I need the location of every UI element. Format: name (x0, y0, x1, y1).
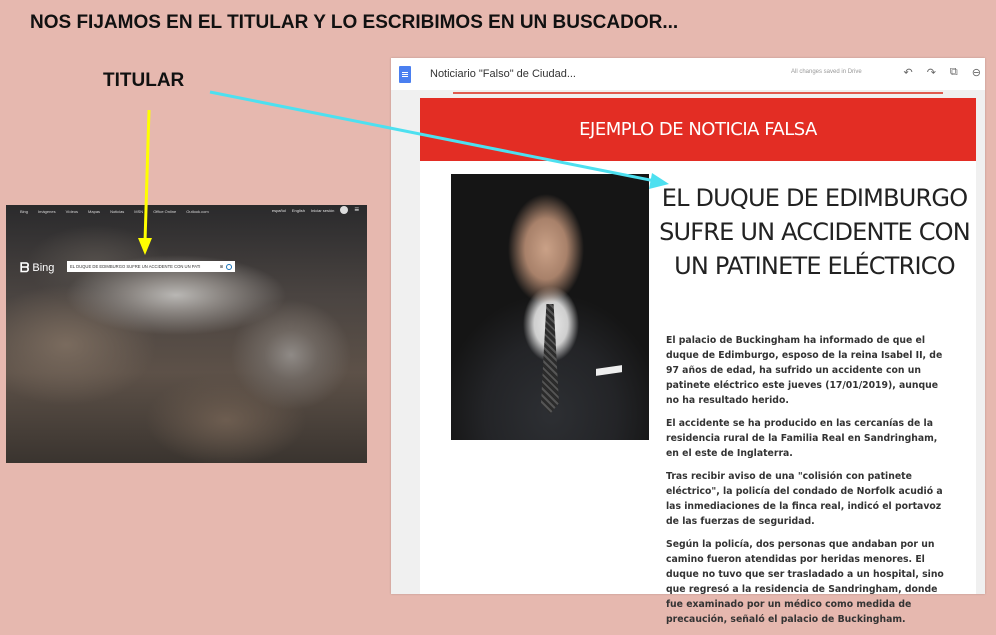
bing-nav-item[interactable]: Bing (20, 208, 29, 214)
link-icon[interactable]: ⊖ (971, 67, 981, 79)
bing-nav-item[interactable]: Vídeos (65, 208, 79, 214)
article-paragraph: Tras recibir aviso de una "colisión con patinete eléctrico", la policía del condado de Norfolk acudió a las inmediaciones de la finca real, indicó el portavoz de las fuerzas de seguridad. (666, 471, 943, 527)
lang-selected[interactable]: español (271, 207, 286, 213)
bing-b-icon: ᗷ (20, 260, 30, 275)
bing-logo-text: Bing (32, 262, 55, 274)
cyan-arrow (210, 92, 669, 189)
bing-nav-item[interactable]: MSN (134, 208, 144, 214)
bing-nav-item[interactable]: Mapas (88, 208, 101, 214)
news-headline: EL DUQUE DE EDIMBURGO SUFRE UN ACCIDENTE CON UN PATINETE ELÉCTRICO (659, 184, 970, 280)
camera-icon[interactable]: ◙ (219, 263, 223, 270)
signin-link[interactable]: Iniciar sesión (310, 207, 335, 213)
titular-label: TITULAR (103, 70, 185, 91)
banner-text: EJEMPLO DE NOTICIA FALSA (579, 119, 817, 140)
yellow-arrow (138, 110, 152, 255)
hamburger-menu-icon[interactable]: ≡ (354, 205, 359, 214)
article-paragraph: El palacio de Buckingham ha informado de que el duque de Edimburgo, esposo de la reina Isabel II, de 97 años de edad, ha sufrido un accidente con un patinete eléctrico este jueves (17/01/2019), aunque no ha resultado herido. (666, 335, 943, 406)
save-status: All changes saved in Drive (791, 69, 862, 75)
bing-nav-item[interactable]: Office Online (153, 208, 177, 214)
lang-other[interactable]: English (291, 207, 305, 213)
present-icon[interactable]: ⧉ (949, 66, 958, 78)
article-paragraph: El accidente se ha producido en las cercanías de la residencia rural de la Familia Real en Sandringham, en el este de Inglaterra. (666, 418, 938, 459)
redo-icon[interactable]: ↷ (926, 67, 936, 79)
bing-nav-item[interactable]: Imágenes (38, 208, 56, 214)
undo-icon[interactable]: ↶ (903, 67, 913, 79)
article-paragraph: Según la policía, dos personas que andaban por un camino fueron atendidas por heridas menores. El duque no tuvo que ser trasladado a un hospital, sino que regresó a la residencia de Sandringham, donde fue examinado por un médico como medida de precaución, señaló el palacio de Buckingham. (666, 539, 944, 625)
slide-title: NOS FIJAMOS EN EL TITULAR Y LO ESCRIBIMOS EN UN BUSCADOR... (30, 12, 679, 33)
search-input[interactable]: EL DUQUE DE EDIMBURGO SUFRE UN ACCIDENTE CON UN PATI (70, 264, 201, 269)
bing-nav-item[interactable]: Noticias (110, 208, 125, 214)
bing-nav-item[interactable]: Outlook.com (186, 208, 209, 214)
doc-title[interactable]: Noticiario "Falso" de Ciudad... (430, 68, 576, 80)
